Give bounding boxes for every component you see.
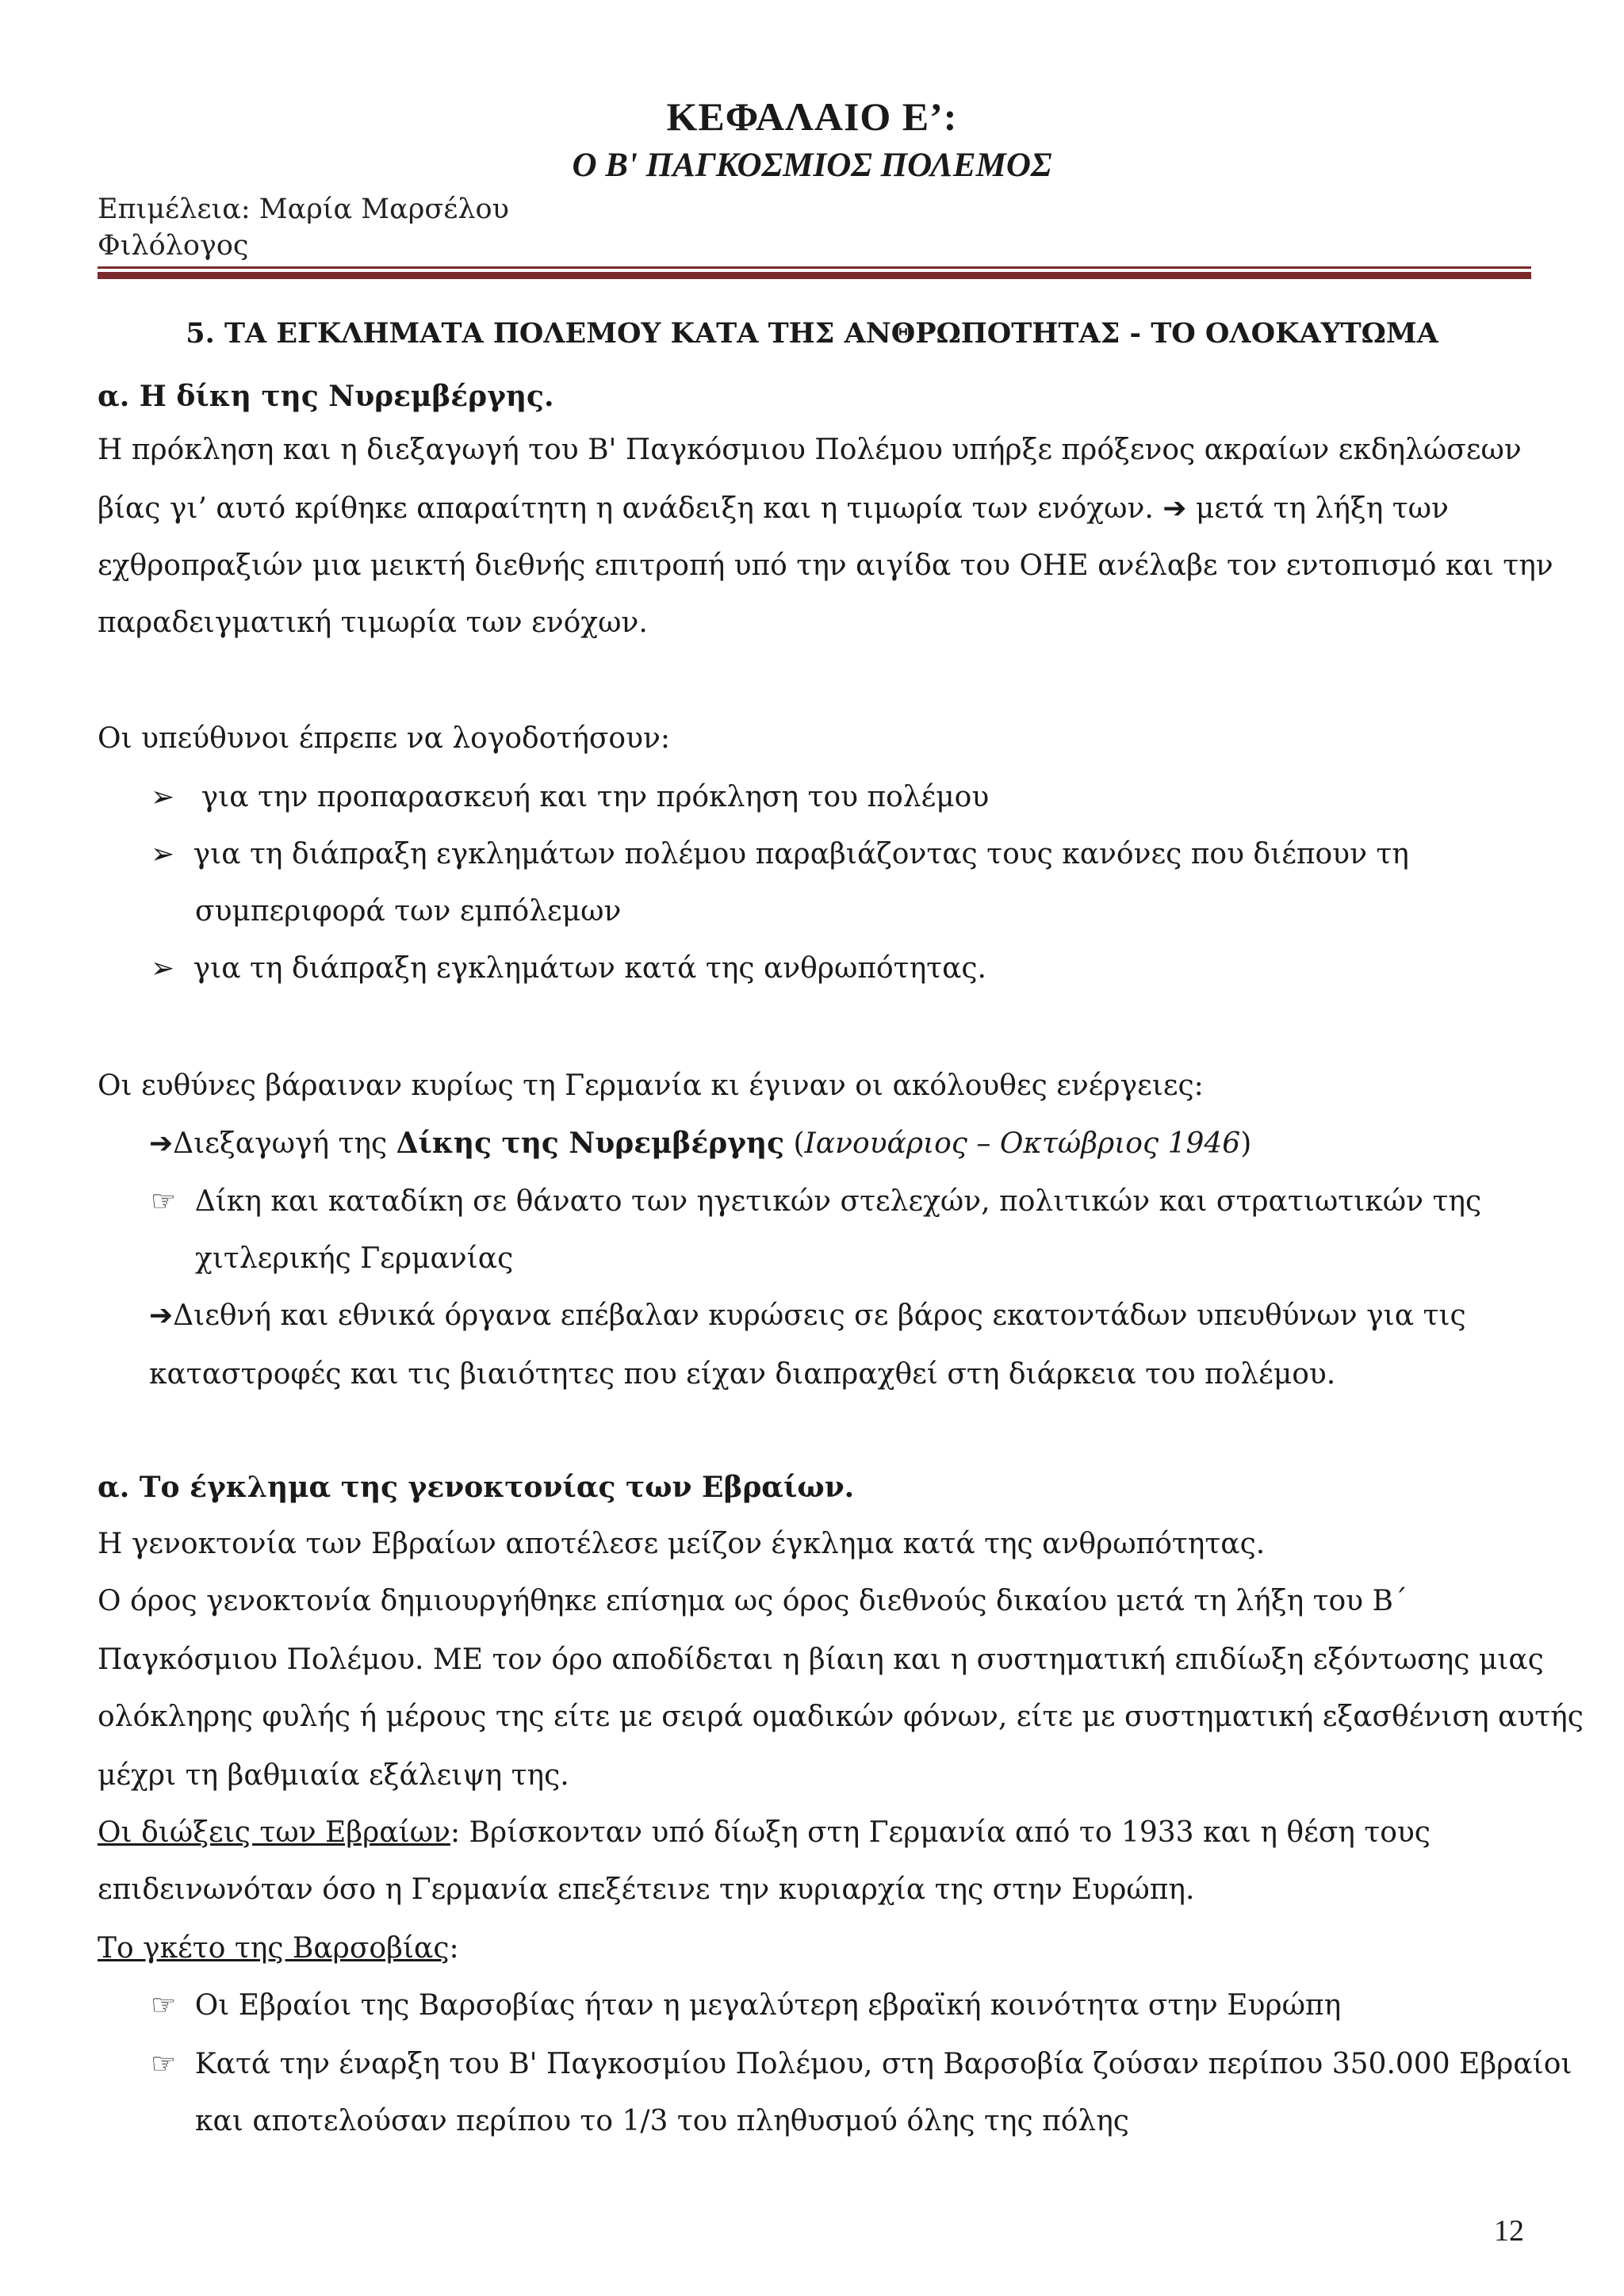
paragraph-line: Ο όρος γενοκτονία δημιουργήθηκε επίσημα ως όρος διεθνούς δικαίου μετά τη λήξη του Β΄ <box>98 1585 1408 1617</box>
paragraph-line <box>98 1816 1431 1850</box>
date-range: Ιανουάριος – Οκτώβριος 1946 <box>804 1127 1241 1160</box>
action-text: Διεξαγωγή της <box>173 1127 396 1160</box>
list-item-continuation: χιτλερικής Γερμανίας <box>195 1242 514 1275</box>
list-item-text: για την προπαρασκευή και την πρόκληση του πολέμου <box>201 781 990 813</box>
paren-open: ( <box>784 1127 805 1160</box>
genocide-heading: α. Το έγκλημα της γενοκτονίας των Εβραίων. <box>98 1471 855 1504</box>
list-item <box>151 780 989 815</box>
paragraph-text: μετά τη λήξη των <box>1186 492 1449 525</box>
list-item-text: Οι Εβραίοι της Βαρσοβίας ήταν η μεγαλύτερη εβραϊκή κοινότητα στην Ευρώπη <box>194 1989 1342 2022</box>
list-item-text: για τη διάπραξη εγκλημάτων κατά της ανθρωπότητας. <box>193 952 986 985</box>
arrow-icon: ➔ <box>149 1299 174 1332</box>
paragraph-line <box>98 492 1449 526</box>
chapter-subtitle: Ο Β' ΠΑΓΚΟΣΜΙΟΣ ΠΟΛΕΜΟΣ <box>572 147 1052 184</box>
paragraph-text: : Βρίσκονταν υπό δίωξη στη Γερμανία από το 1933 και η θέση τους <box>450 1816 1431 1849</box>
list-item <box>151 1988 1341 2023</box>
nuremberg-heading: α. Η δίκη της Νυρεμβέργης. <box>98 380 554 413</box>
list-item <box>151 2047 1572 2082</box>
paragraph-line: μέχρι τη βαθμιαία εξάλειψη της. <box>98 1759 569 1792</box>
list-item-continuation: και αποτελούσαν περίπου το 1/3 του πληθυσμού όλης της πόλης <box>195 2105 1129 2137</box>
arrow-icon: ➔ <box>1162 492 1187 525</box>
action-continuation: καταστροφές και τις βιαιότητες που είχαν διαπραχθεί στη διάρκεια του πολέμου. <box>149 1358 1336 1391</box>
pointing-hand-icon: ☞ <box>151 1185 177 1218</box>
arrow-icon: ➔ <box>149 1127 174 1160</box>
page-number: 12 <box>1494 2214 1524 2248</box>
section-title: 5. ΤΑ ΕΓΚΛΗΜΑΤΑ ΠΟΛΕΜΟΥ ΚΑΤΑ ΤΗΣ ΑΝΘΡΩΠΟΤΗΤΑΣ - ΤΟ ΟΛΟΚΑΥΤΩΜΑ <box>186 317 1438 350</box>
paragraph-line <box>98 1931 459 1966</box>
pointing-hand-icon: ☞ <box>151 2048 177 2080</box>
author-line: Επιμέλεια: Μαρία Μαρσέλου <box>98 193 509 225</box>
paragraph-text: : <box>449 1932 459 1965</box>
arrowhead-bullet-icon: ➢ <box>151 781 175 813</box>
list-item-text: Κατά την έναρξη του Β' Παγκοσμίου Πολέμου, στη Βαρσοβία ζούσαν περίπου 350.000 Εβραίοι <box>194 2048 1572 2080</box>
ghetto-label: Το γκέτο της Βαρσοβίας <box>98 1932 450 1965</box>
list-item <box>151 837 1409 872</box>
action-item <box>149 1126 1251 1161</box>
paren-close: ) <box>1240 1127 1252 1160</box>
pointing-hand-icon: ☞ <box>151 1989 177 2022</box>
header-rule-thin <box>98 266 1531 269</box>
header-rule-thick <box>98 272 1531 279</box>
paragraph-line: Η πρόκληση και η διεξαγωγή του Β' Παγκόσμιου Πολέμου υπήρξε πρόξενος ακραίων εκδηλώσεων <box>98 434 1522 466</box>
persecution-label: Οι διώξεις των Εβραίων <box>98 1816 450 1849</box>
author-role: Φιλόλογος <box>98 230 249 262</box>
paragraph-line: ολόκληρης φυλής ή μέρους της είτε με σειρά ομαδικών φόνων, είτε με συστηματική εξασθένιση αυτής <box>98 1701 1584 1733</box>
paragraph-line: Η γενοκτονία των Εβραίων αποτέλεσε μείζον έγκλημα κατά της ανθρωπότητας. <box>98 1528 1266 1560</box>
list-item <box>151 951 986 986</box>
arrowhead-bullet-icon: ➢ <box>151 952 175 985</box>
action-text: Διεθνή και εθνικά όργανα επέβαλαν κυρώσεις σε βάρος εκατοντάδων υπευθύνων για τις <box>173 1299 1466 1332</box>
list-item-text: για τη διάπραξη εγκλημάτων πολέμου παραβιάζοντας τους κανόνες που διέπουν τη <box>193 838 1409 871</box>
list-item-continuation: συμπεριφορά των εμπόλεμων <box>195 895 622 928</box>
paragraph-line: Παγκόσμιου Πολέμου. ΜΕ τον όρο αποδίδεται η βίαιη και η συστηματική επιδίωξη εξόντωσης μιας <box>98 1644 1544 1676</box>
action-item <box>149 1299 1466 1334</box>
action-text-bold: Δίκης της Νυρεμβέργης <box>396 1127 785 1160</box>
paragraph-text: βίας γι’ αυτό κρίθηκε απαραίτητη η ανάδειξη και η τιμωρία των ενόχων. <box>98 492 1154 525</box>
list-item <box>151 1184 1481 1219</box>
list-item-text: Δίκη και καταδίκη σε θάνατο των ηγετικών στελεχών, πολιτικών και στρατιωτικών της <box>194 1185 1482 1218</box>
paragraph-line: παραδειγματική τιμωρία των ενόχων. <box>98 607 648 639</box>
arrowhead-bullet-icon: ➢ <box>151 838 175 871</box>
accountable-intro: Οι υπεύθυνοι έπρεπε να λογοδοτήσουν: <box>98 722 671 755</box>
paragraph-line: εχθροπραξιών μια μεικτή διεθνής επιτροπή υπό την αιγίδα του ΟΗΕ ανέλαβε τον εντοπισμό και την <box>98 549 1553 582</box>
paragraph-line: επιδεινωνόταν όσο η Γερμανία επεξέτεινε την κυριαρχία της στην Ευρώπη. <box>98 1873 1195 1906</box>
responsibility-intro: Οι ευθύνες βάραιναν κυρίως τη Γερμανία κι έγιναν οι ακόλουθες ενέργειες: <box>98 1070 1204 1102</box>
chapter-title: ΚΕΦΑΛΑΙΟ Ε’: <box>666 94 958 139</box>
